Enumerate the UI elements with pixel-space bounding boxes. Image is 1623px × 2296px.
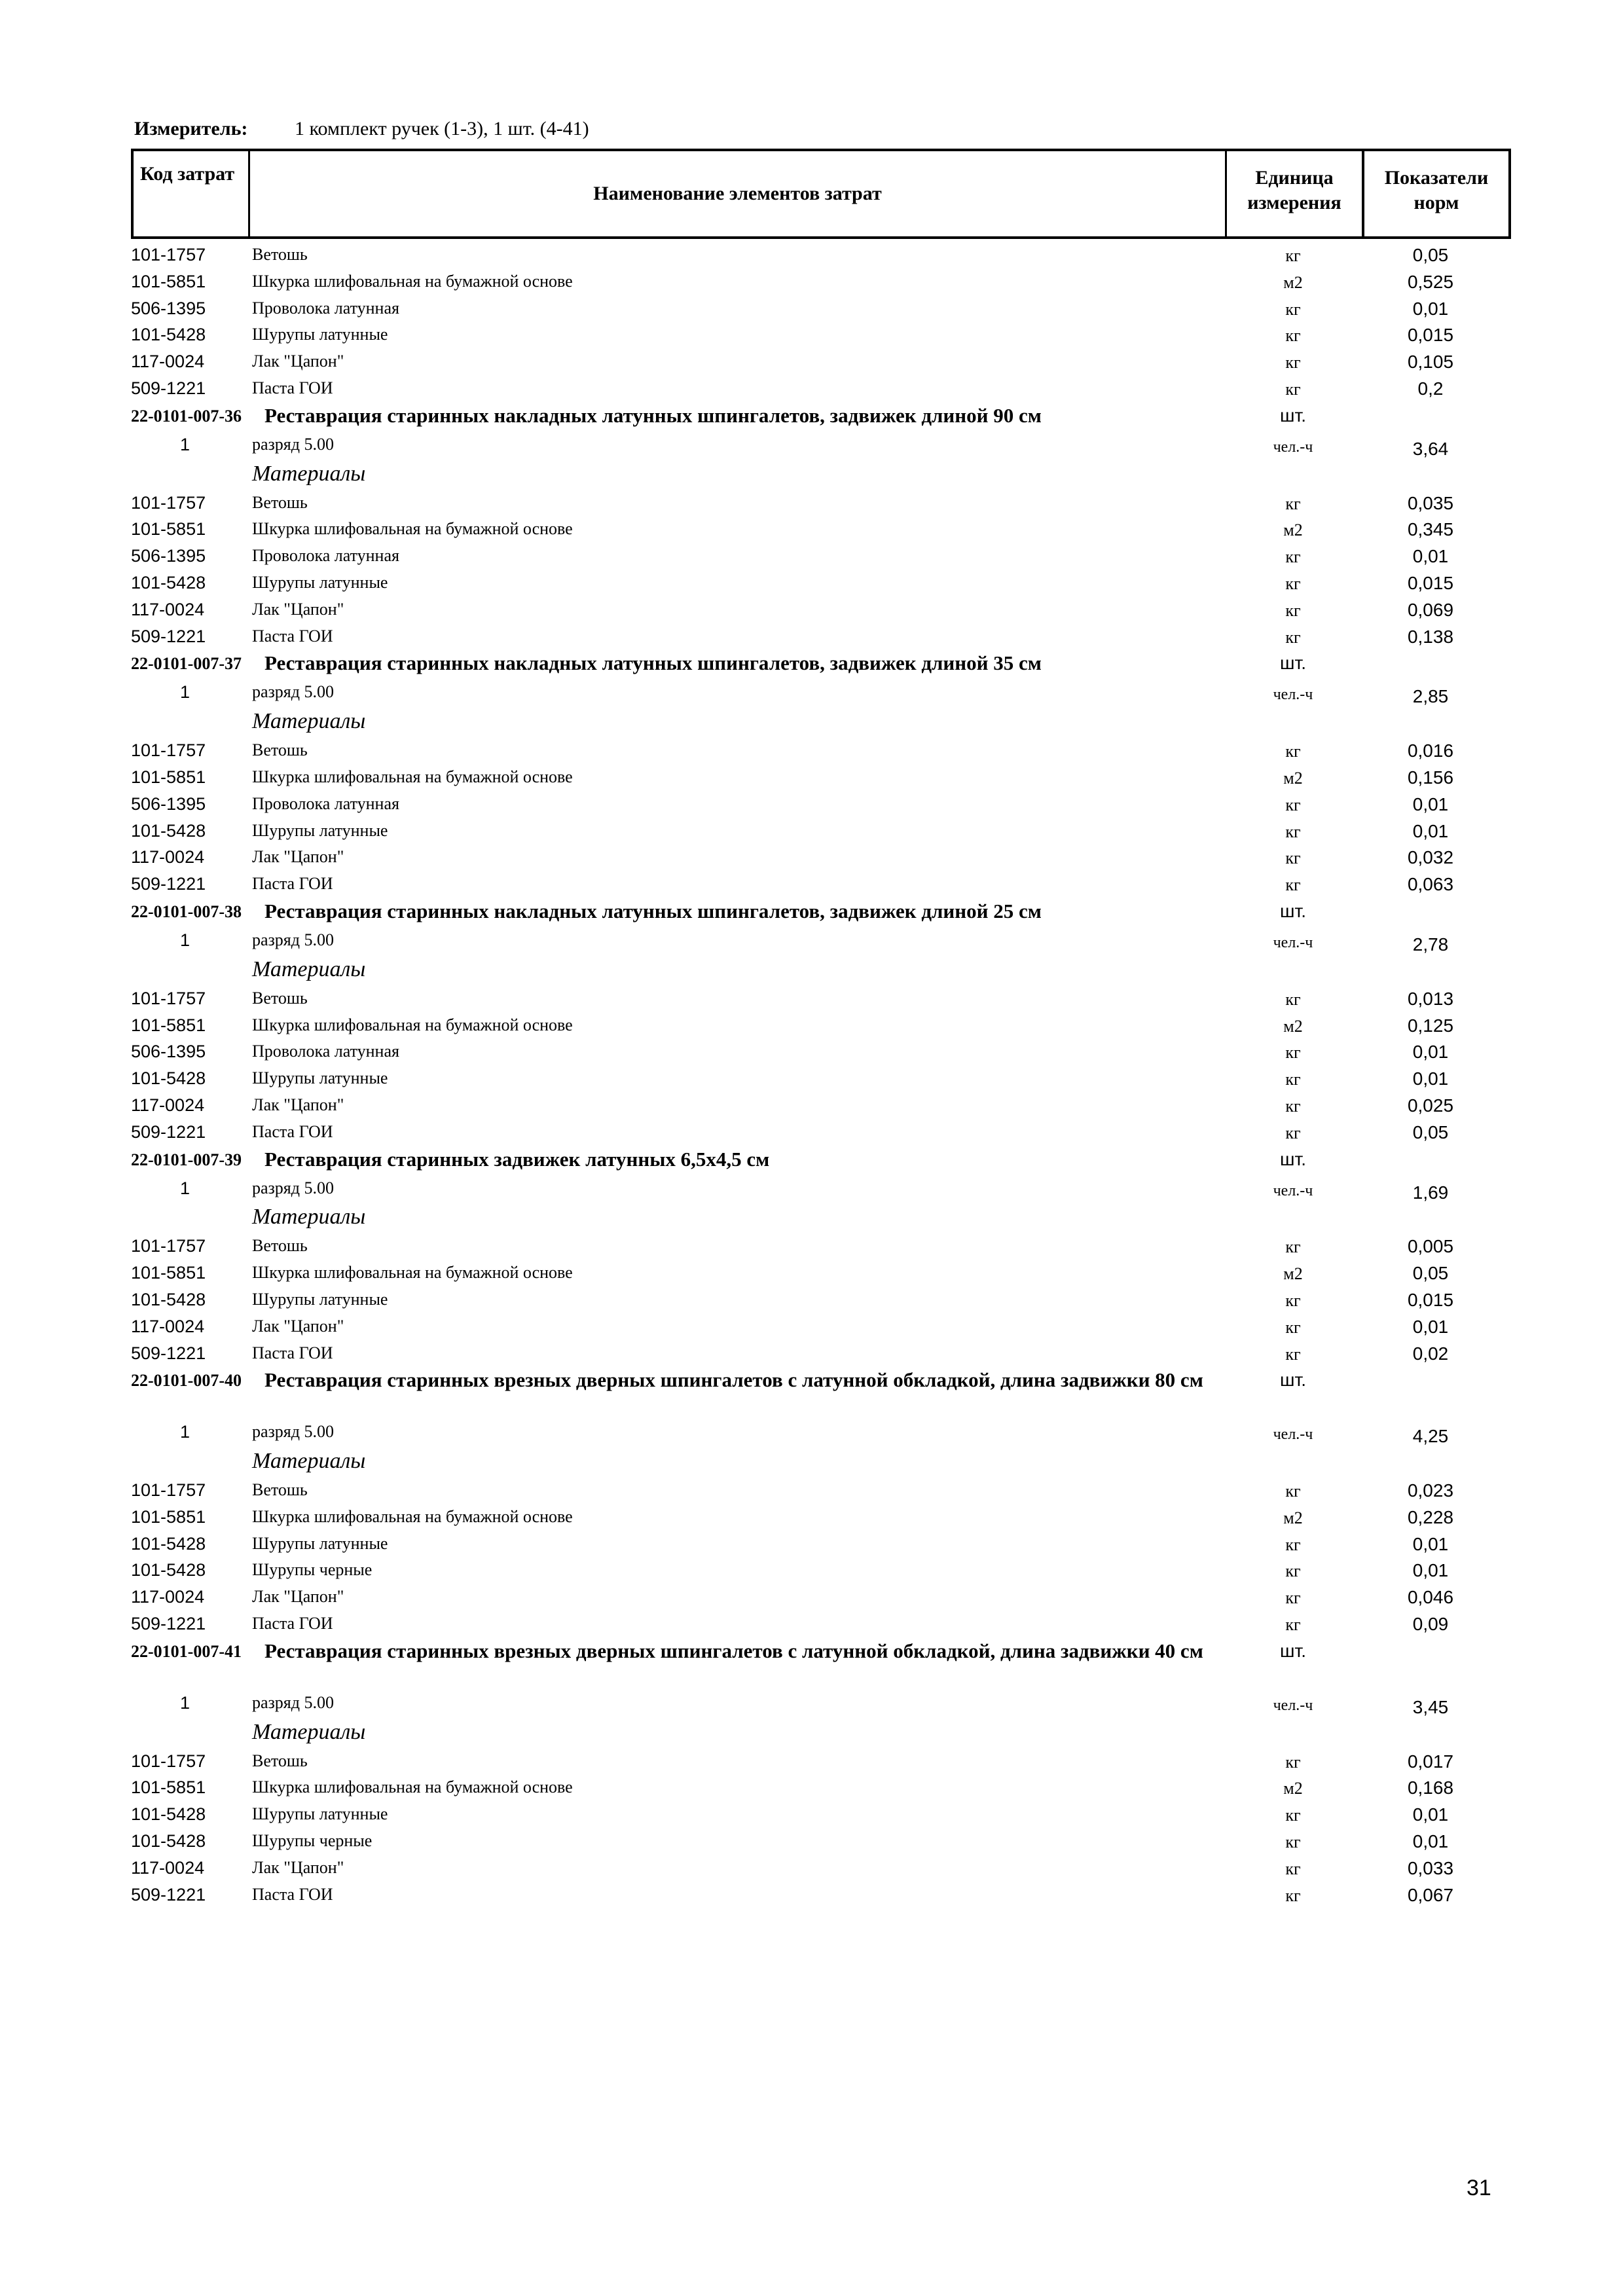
row-name: Паста ГОИ xyxy=(252,874,333,894)
row-unit: кг xyxy=(1285,627,1301,647)
row-value: 0,345 xyxy=(1407,519,1454,540)
material-row xyxy=(0,517,1623,543)
row-code: 101-5428 xyxy=(131,1831,206,1851)
row-unit: м2 xyxy=(1283,1016,1303,1036)
materials-heading-row xyxy=(0,955,1623,986)
labor-row xyxy=(0,1690,1623,1717)
row-code: 101-5851 xyxy=(131,519,206,539)
row-name: Лак "Цапон" xyxy=(252,1857,344,1877)
row-unit: чел.-ч xyxy=(1273,1182,1313,1199)
row-code: 101-5851 xyxy=(131,1015,206,1035)
row-value: 0,046 xyxy=(1407,1587,1454,1608)
row-code: 101-5428 xyxy=(131,572,206,592)
row-value: 1,69 xyxy=(1412,1182,1449,1203)
row-value: 0,168 xyxy=(1407,1777,1454,1798)
labor-row xyxy=(0,432,1623,459)
row-name: Шкурка шлифовальная на бумажной основе xyxy=(252,1015,573,1034)
row-value: 0,138 xyxy=(1407,626,1454,647)
section-row xyxy=(0,650,1623,680)
row-name: Шурупы черные xyxy=(252,1831,373,1851)
table-header xyxy=(131,149,1511,239)
row-name: Шкурка шлифовальная на бумажной основе xyxy=(252,1777,573,1797)
material-row xyxy=(0,1584,1623,1611)
row-name: Проволока латунная xyxy=(252,1042,399,1061)
row-code: 101-5851 xyxy=(131,1506,206,1527)
row-value: 0,032 xyxy=(1407,847,1454,868)
labor-row xyxy=(0,680,1623,706)
materials-heading: Материалы xyxy=(252,461,366,486)
row-name: Ветошь xyxy=(252,988,308,1008)
material-row xyxy=(0,1775,1623,1802)
row-code: 101-5428 xyxy=(131,1804,206,1825)
row-code: 101-1757 xyxy=(131,492,206,513)
row-unit: кг xyxy=(1285,1806,1301,1825)
row-code: 101-5428 xyxy=(131,1533,206,1554)
row-name: Шурупы латунные xyxy=(252,1068,388,1088)
row-name: Ветошь xyxy=(252,492,308,512)
row-name: Проволока латунная xyxy=(252,546,399,566)
row-unit: кг xyxy=(1285,574,1301,593)
row-name: Шурупы латунные xyxy=(252,325,388,344)
row-code: 1 xyxy=(180,1422,191,1442)
row-code: 509-1221 xyxy=(131,626,206,646)
row-name: Паста ГОИ xyxy=(252,378,333,397)
row-value: 0,05 xyxy=(1412,245,1449,265)
section-unit: шт. xyxy=(1280,405,1306,426)
row-code: 101-1757 xyxy=(131,740,206,761)
row-value: 0,01 xyxy=(1412,298,1449,319)
row-code: 101-1757 xyxy=(131,1480,206,1501)
row-name: Шурупы латунные xyxy=(252,572,388,592)
row-name: Ветошь xyxy=(252,740,308,760)
material-row xyxy=(0,1066,1623,1093)
row-value: 0,035 xyxy=(1407,492,1454,513)
row-code: 101-1757 xyxy=(131,988,206,1008)
material-row xyxy=(0,1855,1623,1882)
row-value: 0,228 xyxy=(1407,1506,1454,1527)
labor-row xyxy=(0,928,1623,955)
row-code: 101-5428 xyxy=(131,325,206,345)
row-value: 0,033 xyxy=(1407,1857,1454,1878)
row-unit: кг xyxy=(1285,848,1301,868)
row-name: Шкурка шлифовальная на бумажной основе xyxy=(252,1263,573,1283)
material-row xyxy=(0,376,1623,403)
section-unit: шт. xyxy=(1280,653,1306,674)
material-row xyxy=(0,1260,1623,1287)
row-value: 4,25 xyxy=(1412,1426,1449,1447)
materials-heading-row xyxy=(0,1446,1623,1478)
material-row xyxy=(0,1233,1623,1260)
row-code: 101-1757 xyxy=(131,245,206,264)
row-code: 101-5851 xyxy=(131,1263,206,1283)
section-title: Реставрация старинных задвижек латунных 6,5х4,5 см xyxy=(264,1147,770,1171)
materials-heading: Материалы xyxy=(252,957,366,981)
meter-line xyxy=(134,118,589,140)
row-unit: кг xyxy=(1285,1561,1301,1581)
material-row xyxy=(0,1531,1623,1558)
row-name: Шурупы латунные xyxy=(252,820,388,840)
row-code: 509-1221 xyxy=(131,378,206,398)
row-name: Шурупы черные xyxy=(252,1560,373,1580)
material-row xyxy=(0,296,1623,323)
row-unit: кг xyxy=(1285,1588,1301,1608)
material-row xyxy=(0,570,1623,597)
row-unit: кг xyxy=(1285,1123,1301,1142)
row-unit: кг xyxy=(1285,742,1301,761)
row-value: 0,005 xyxy=(1407,1236,1454,1257)
row-code: 101-5851 xyxy=(131,767,206,787)
row-unit: чел.-ч xyxy=(1273,1696,1313,1714)
row-name: Шкурка шлифовальная на бумажной основе xyxy=(252,1506,573,1526)
row-name: разряд 5.00 xyxy=(252,1422,334,1442)
row-unit: кг xyxy=(1285,299,1301,319)
meter-label: Измеритель: xyxy=(134,118,248,139)
row-code: 509-1221 xyxy=(131,874,206,894)
row-unit: кг xyxy=(1285,246,1301,265)
row-name: Ветошь xyxy=(252,1236,308,1256)
row-unit: кг xyxy=(1285,1096,1301,1116)
row-code: 117-0024 xyxy=(131,599,205,619)
row-value: 0,015 xyxy=(1407,325,1454,346)
section-unit: шт. xyxy=(1280,1370,1306,1391)
row-name: Лак "Цапон" xyxy=(252,1587,344,1607)
row-code: 101-1757 xyxy=(131,1236,206,1256)
section-row xyxy=(0,1367,1623,1419)
row-code: 101-5851 xyxy=(131,1777,206,1798)
material-row xyxy=(0,624,1623,651)
row-code: 509-1221 xyxy=(131,1343,206,1363)
row-value: 0,016 xyxy=(1407,740,1454,761)
row-unit: м2 xyxy=(1283,768,1303,788)
row-unit: кг xyxy=(1285,1482,1301,1501)
section-title: Реставрация старинных врезных дверных шпингалетов с латунной обкладкой, длина задвижки 80 см xyxy=(264,1368,1203,1392)
row-unit: кг xyxy=(1285,1832,1301,1852)
row-code: 509-1221 xyxy=(131,1121,206,1142)
row-value: 0,01 xyxy=(1412,793,1449,814)
row-unit: кг xyxy=(1285,326,1301,346)
row-code: 1 xyxy=(180,434,191,454)
row-value: 0,01 xyxy=(1412,546,1449,567)
row-code: 101-5851 xyxy=(131,271,206,291)
row-value: 0,025 xyxy=(1407,1095,1454,1116)
row-value: 0,156 xyxy=(1407,767,1454,788)
materials-heading-row xyxy=(0,1202,1623,1233)
materials-heading: Материалы xyxy=(252,709,366,734)
row-name: разряд 5.00 xyxy=(252,930,334,949)
row-value: 0,015 xyxy=(1407,572,1454,593)
row-unit: кг xyxy=(1285,1070,1301,1089)
material-row xyxy=(0,1558,1623,1584)
row-name: Ветошь xyxy=(252,245,308,264)
row-value: 3,64 xyxy=(1412,438,1449,459)
materials-heading: Материалы xyxy=(252,1205,366,1230)
materials-heading: Материалы xyxy=(252,1719,366,1744)
labor-row xyxy=(0,1176,1623,1203)
section-title: Реставрация старинных накладных латунных шпингалетов, задвижек длиной 25 см xyxy=(264,899,1042,922)
section-title: Реставрация старинных накладных латунных шпингалетов, задвижек длиной 90 см xyxy=(264,403,1042,427)
page-number: 31 xyxy=(1467,2176,1491,2200)
material-row xyxy=(0,1039,1623,1066)
row-value: 0,01 xyxy=(1412,1042,1449,1063)
material-row xyxy=(0,349,1623,376)
row-unit: кг xyxy=(1285,822,1301,841)
row-name: разряд 5.00 xyxy=(252,434,334,454)
section-title: Реставрация старинных накладных латунных шпингалетов, задвижек длиной 35 см xyxy=(264,651,1042,675)
row-unit: кг xyxy=(1285,1237,1301,1257)
section-unit: шт. xyxy=(1280,1640,1306,1661)
row-name: Шкурка шлифовальная на бумажной основе xyxy=(252,519,573,539)
row-code: 506-1395 xyxy=(131,1042,206,1062)
row-value: 0,017 xyxy=(1407,1751,1454,1772)
material-row xyxy=(0,1341,1623,1368)
row-name: Шкурка шлифовальная на бумажной основе xyxy=(252,767,573,786)
row-name: Паста ГОИ xyxy=(252,1884,333,1904)
row-unit: м2 xyxy=(1283,1779,1303,1798)
row-code: 101-1757 xyxy=(131,1751,206,1771)
row-name: Шурупы латунные xyxy=(252,1533,388,1553)
labor-row xyxy=(0,1419,1623,1446)
row-value: 2,85 xyxy=(1412,686,1449,707)
section-row xyxy=(0,898,1623,928)
section-unit: шт. xyxy=(1280,1148,1306,1169)
row-value: 0,015 xyxy=(1407,1289,1454,1310)
row-name: Лак "Цапон" xyxy=(252,599,344,619)
material-row xyxy=(0,845,1623,871)
row-value: 0,013 xyxy=(1407,988,1454,1009)
row-name: Лак "Цапон" xyxy=(252,1095,344,1114)
row-unit: кг xyxy=(1285,1752,1301,1772)
material-row xyxy=(0,597,1623,624)
material-row xyxy=(0,1802,1623,1829)
row-unit: чел.-ч xyxy=(1273,686,1313,704)
row-code: 101-5428 xyxy=(131,1560,206,1580)
row-value: 0,01 xyxy=(1412,1831,1449,1852)
row-code: 506-1395 xyxy=(131,546,206,566)
row-unit: м2 xyxy=(1283,272,1303,292)
row-unit: кг xyxy=(1285,1615,1301,1635)
section-row xyxy=(0,403,1623,432)
header-unit: Единица измерения xyxy=(1227,151,1364,236)
row-unit: кг xyxy=(1285,795,1301,814)
material-row xyxy=(0,242,1623,269)
row-unit: кг xyxy=(1285,1886,1301,1905)
row-value: 0,01 xyxy=(1412,1533,1449,1554)
row-code: 506-1395 xyxy=(131,298,206,318)
material-row xyxy=(0,792,1623,818)
row-unit: кг xyxy=(1285,1043,1301,1063)
material-row xyxy=(0,765,1623,792)
material-row xyxy=(0,1120,1623,1146)
section-code: 22-0101-007-41 xyxy=(131,1641,242,1661)
row-code: 117-0024 xyxy=(131,352,205,372)
row-unit: кг xyxy=(1285,379,1301,399)
row-name: Лак "Цапон" xyxy=(252,1316,344,1336)
row-value: 2,78 xyxy=(1412,934,1449,955)
row-code: 1 xyxy=(180,682,191,702)
row-value: 0,02 xyxy=(1412,1343,1449,1364)
row-name: Шкурка шлифовальная на бумажной основе xyxy=(252,271,573,291)
row-unit: кг xyxy=(1285,353,1301,373)
material-row xyxy=(0,1749,1623,1776)
row-unit: кг xyxy=(1285,1535,1301,1554)
row-value: 0,01 xyxy=(1412,820,1449,841)
row-code: 117-0024 xyxy=(131,847,205,867)
materials-heading-row xyxy=(0,1717,1623,1749)
row-value: 0,105 xyxy=(1407,352,1454,373)
material-row xyxy=(0,1093,1623,1120)
section-code: 22-0101-007-39 xyxy=(131,1150,242,1169)
row-unit: чел.-ч xyxy=(1273,1426,1313,1444)
row-code: 509-1221 xyxy=(131,1884,206,1904)
section-row xyxy=(0,1638,1623,1690)
row-name: Шурупы латунные xyxy=(252,1289,388,1309)
row-code: 1 xyxy=(180,930,191,950)
row-unit: м2 xyxy=(1283,520,1303,540)
row-unit: кг xyxy=(1285,875,1301,895)
material-row xyxy=(0,543,1623,570)
header-code: Код затрат xyxy=(134,151,250,236)
row-value: 0,525 xyxy=(1407,271,1454,292)
row-value: 0,063 xyxy=(1407,874,1454,895)
row-code: 1 xyxy=(180,1178,191,1198)
table-body xyxy=(0,242,1623,1908)
material-row xyxy=(0,738,1623,765)
material-row xyxy=(0,818,1623,845)
row-code: 1 xyxy=(180,1692,191,1713)
section-code: 22-0101-007-37 xyxy=(131,654,242,674)
row-code: 101-5428 xyxy=(131,1068,206,1089)
row-value: 0,05 xyxy=(1412,1263,1449,1284)
material-row xyxy=(0,1829,1623,1855)
row-value: 0,067 xyxy=(1407,1884,1454,1905)
section-code: 22-0101-007-38 xyxy=(131,902,242,921)
row-name: разряд 5.00 xyxy=(252,1178,334,1197)
row-unit: кг xyxy=(1285,1859,1301,1878)
row-unit: кг xyxy=(1285,1317,1301,1337)
row-code: 117-0024 xyxy=(131,1587,205,1607)
row-unit: кг xyxy=(1285,600,1301,620)
row-unit: м2 xyxy=(1283,1264,1303,1284)
row-unit: кг xyxy=(1285,989,1301,1009)
materials-heading: Материалы xyxy=(252,1449,366,1474)
row-name: Лак "Цапон" xyxy=(252,847,344,867)
row-value: 3,45 xyxy=(1412,1696,1449,1717)
row-unit: чел.-ч xyxy=(1273,934,1313,951)
row-value: 0,05 xyxy=(1412,1121,1449,1142)
row-unit: чел.-ч xyxy=(1273,438,1313,456)
row-name: разряд 5.00 xyxy=(252,682,334,702)
section-unit: шт. xyxy=(1280,900,1306,921)
row-code: 509-1221 xyxy=(131,1614,206,1634)
material-row xyxy=(0,1882,1623,1909)
row-name: Паста ГОИ xyxy=(252,1614,333,1633)
row-value: 0,01 xyxy=(1412,1316,1449,1337)
header-name: Наименование элементов затрат xyxy=(250,151,1227,236)
material-row xyxy=(0,490,1623,517)
material-row xyxy=(0,1287,1623,1314)
material-row xyxy=(0,986,1623,1013)
row-name: Шурупы латунные xyxy=(252,1804,388,1824)
row-value: 0,01 xyxy=(1412,1068,1449,1089)
row-unit: кг xyxy=(1285,1290,1301,1310)
materials-heading-row xyxy=(0,459,1623,490)
materials-heading-row xyxy=(0,706,1623,738)
section-code: 22-0101-007-40 xyxy=(131,1371,242,1391)
row-name: Проволока латунная xyxy=(252,793,399,813)
material-row xyxy=(0,1013,1623,1040)
material-row xyxy=(0,1478,1623,1504)
material-row xyxy=(0,1611,1623,1638)
row-name: Паста ГОИ xyxy=(252,626,333,646)
row-unit: кг xyxy=(1285,1344,1301,1364)
section-title: Реставрация старинных врезных дверных шпингалетов с латунной обкладкой, длина задвижки 40 см xyxy=(264,1639,1203,1662)
row-value: 0,069 xyxy=(1407,599,1454,620)
row-unit: кг xyxy=(1285,494,1301,513)
row-name: Паста ГОИ xyxy=(252,1121,333,1141)
material-row xyxy=(0,322,1623,349)
row-name: Ветошь xyxy=(252,1480,308,1500)
row-value: 0,2 xyxy=(1417,378,1444,399)
row-value: 0,01 xyxy=(1412,1804,1449,1825)
row-code: 117-0024 xyxy=(131,1857,205,1878)
material-row xyxy=(0,269,1623,296)
section-code: 22-0101-007-36 xyxy=(131,406,242,426)
row-code: 101-5428 xyxy=(131,1289,206,1309)
row-name: Паста ГОИ xyxy=(252,1343,333,1362)
row-code: 101-5428 xyxy=(131,820,206,841)
row-value: 0,01 xyxy=(1412,1560,1449,1581)
material-row xyxy=(0,1314,1623,1341)
material-row xyxy=(0,1504,1623,1531)
row-unit: м2 xyxy=(1283,1508,1303,1527)
row-code: 117-0024 xyxy=(131,1095,205,1115)
row-name: Ветошь xyxy=(252,1751,308,1770)
row-name: Проволока латунная xyxy=(252,298,399,318)
row-name: разряд 5.00 xyxy=(252,1692,334,1712)
row-code: 117-0024 xyxy=(131,1316,205,1336)
material-row xyxy=(0,871,1623,898)
header-norm: Показатели норм xyxy=(1384,167,1489,213)
section-row xyxy=(0,1146,1623,1176)
row-value: 0,023 xyxy=(1407,1480,1454,1501)
row-name: Лак "Цапон" xyxy=(252,352,344,371)
row-code: 506-1395 xyxy=(131,793,206,814)
row-value: 0,125 xyxy=(1407,1015,1454,1036)
meter-value: 1 комплект ручек (1-3), 1 шт. (4-41) xyxy=(295,118,589,139)
row-unit: кг xyxy=(1285,547,1301,567)
row-value: 0,09 xyxy=(1412,1614,1449,1635)
